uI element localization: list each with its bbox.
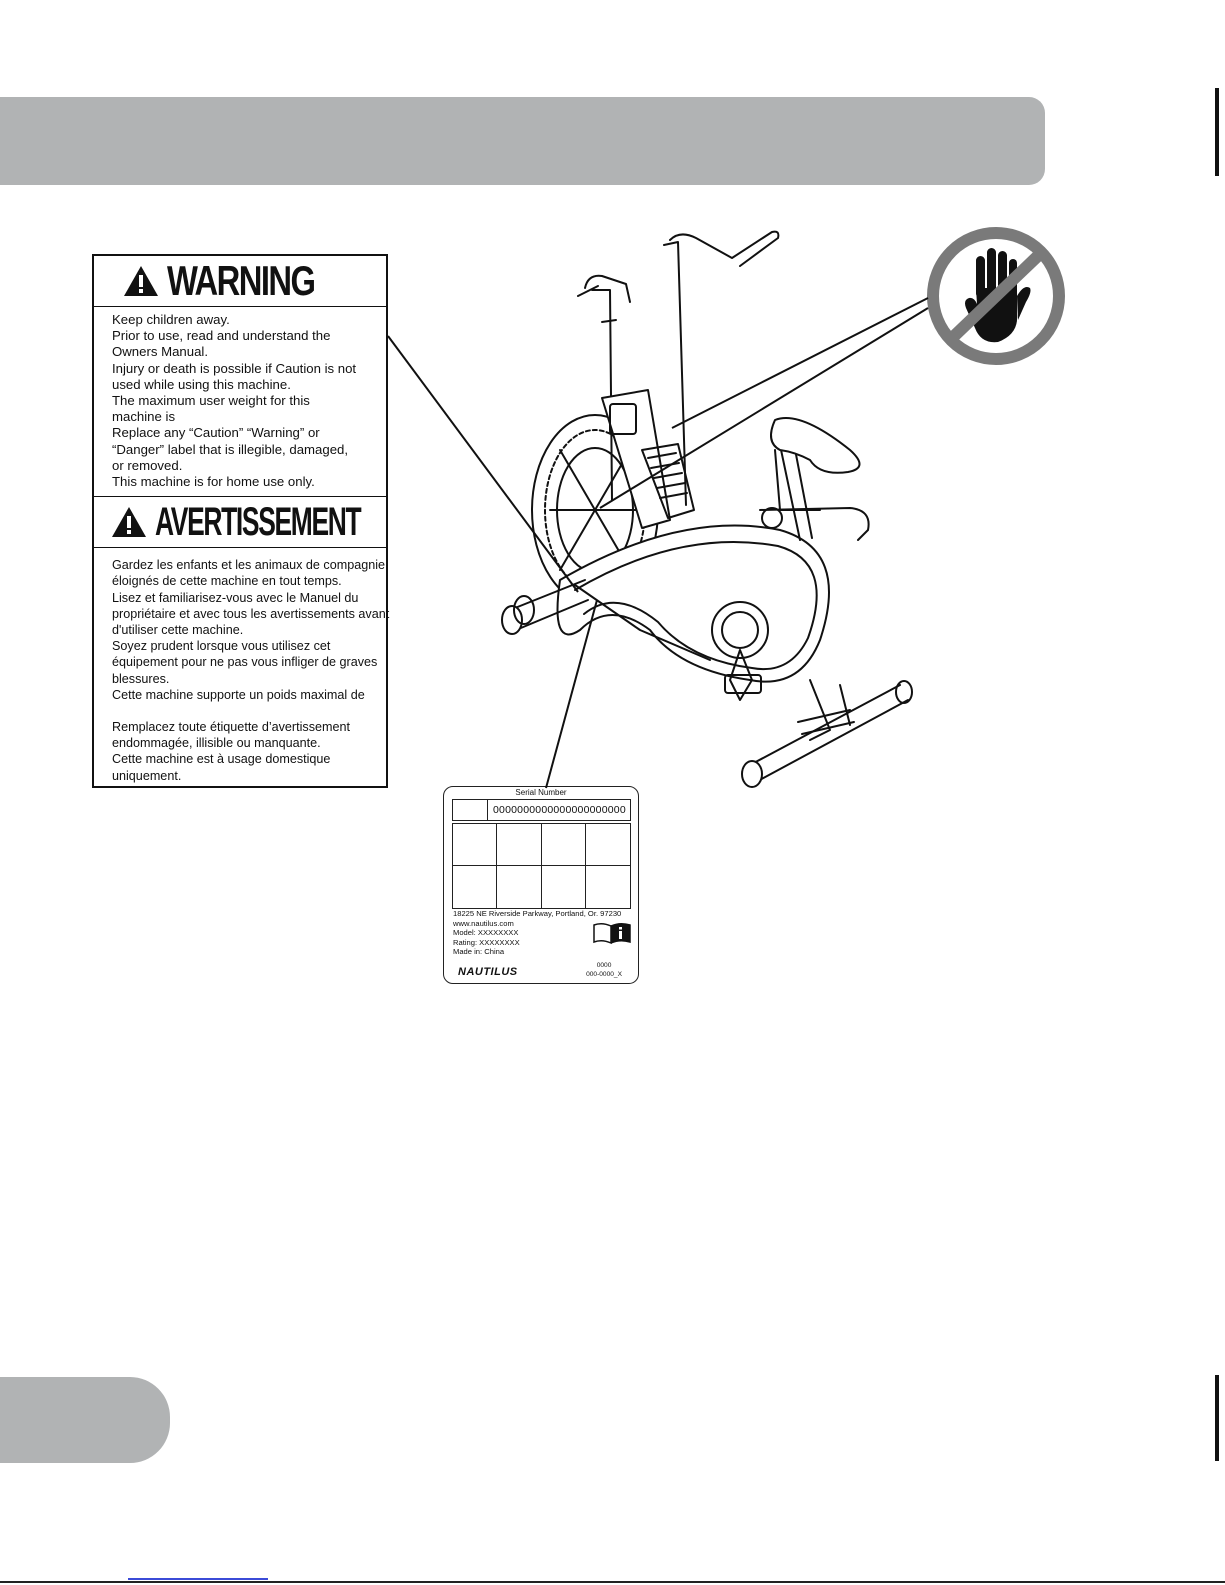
serial-title: Serial Number xyxy=(515,788,567,797)
label-line: This machine is for home use only. xyxy=(112,474,315,490)
blank-line xyxy=(112,703,380,719)
rating: Rating: XXXXXXXX xyxy=(453,937,520,947)
avertissement-header xyxy=(94,496,386,548)
label-line: blessures. xyxy=(112,671,170,686)
air-bike-illustration xyxy=(380,210,940,810)
brand-logo: NAUTILUS xyxy=(458,966,518,978)
read-manual-icon xyxy=(592,921,632,945)
label-line: Prior to use, read and understand the xyxy=(112,328,331,344)
label-line: Replace any “Caution” “Warning” or xyxy=(112,425,320,441)
label-line: Cette machine est à usage domestique xyxy=(112,752,331,767)
serial-number: 0000000000000000000000 xyxy=(493,804,626,816)
bottom-rule xyxy=(0,1581,1225,1583)
no-touch-hand-icon xyxy=(926,226,1066,366)
avertissement-text xyxy=(94,548,390,790)
label-line: Owners Manual. xyxy=(112,344,209,360)
label-line: endommagée, illisible ou manquante. xyxy=(112,736,321,751)
label-line: or removed. xyxy=(112,457,183,473)
code-2: 000-0000_X xyxy=(586,970,622,978)
label-line: éloignés de cette machine en tout temps. xyxy=(112,574,342,589)
serial-grid xyxy=(452,823,631,909)
serial-number-label xyxy=(443,786,639,984)
warning-triangle-icon xyxy=(111,506,147,538)
warning-text xyxy=(94,307,386,496)
footer-tab xyxy=(0,1377,170,1463)
website: www.nautilus.com xyxy=(453,918,514,928)
label-line: Lisez et familiarisez-vous avec le Manuel du xyxy=(112,590,359,605)
model: Model: XXXXXXXX xyxy=(453,928,519,938)
label-code xyxy=(586,962,622,979)
label-line: Soyez prudent lorsque vous utilisez cet xyxy=(112,639,331,654)
warning-triangle-icon xyxy=(123,265,159,297)
label-line: équipement pour ne pas vous infliger de graves xyxy=(112,655,378,670)
address: 18225 NE Riverside Parkway, Portland, Or. 97230 xyxy=(453,909,622,918)
label-line: Keep children away. xyxy=(112,312,230,327)
label-line: used while using this machine. xyxy=(112,376,291,392)
page-edge-mark xyxy=(1215,1375,1219,1461)
label-line: uniquement. xyxy=(112,768,182,783)
label-line: propriétaire et avec tous les avertissements avant xyxy=(112,606,390,621)
warning-title: WARNING xyxy=(167,257,315,304)
label-line: The maximum user weight for this xyxy=(112,393,310,409)
code-1: 0000 xyxy=(596,962,612,969)
header-band xyxy=(0,97,1045,185)
label-line: Cette machine supporte un poids maximal de xyxy=(112,687,365,702)
label-line: Gardez les enfants et les animaux de compagnie xyxy=(112,558,386,573)
label-line: Injury or death is possible if Caution is not xyxy=(112,360,357,376)
label-line: d'utiliser cette machine. xyxy=(112,623,244,638)
avertissement-title: AVERTISSEMENT xyxy=(155,500,361,545)
warning-header xyxy=(94,256,386,307)
label-line: machine is xyxy=(112,409,176,425)
page-edge-mark xyxy=(1215,88,1219,176)
warning-label xyxy=(92,254,388,788)
bottom-link-underline xyxy=(128,1578,268,1580)
made-in: Made in: China xyxy=(453,947,505,957)
label-line: Remplacez toute étiquette d’avertissement xyxy=(112,720,351,735)
label-line: “Danger” label that is illegible, damaged, xyxy=(112,441,349,457)
